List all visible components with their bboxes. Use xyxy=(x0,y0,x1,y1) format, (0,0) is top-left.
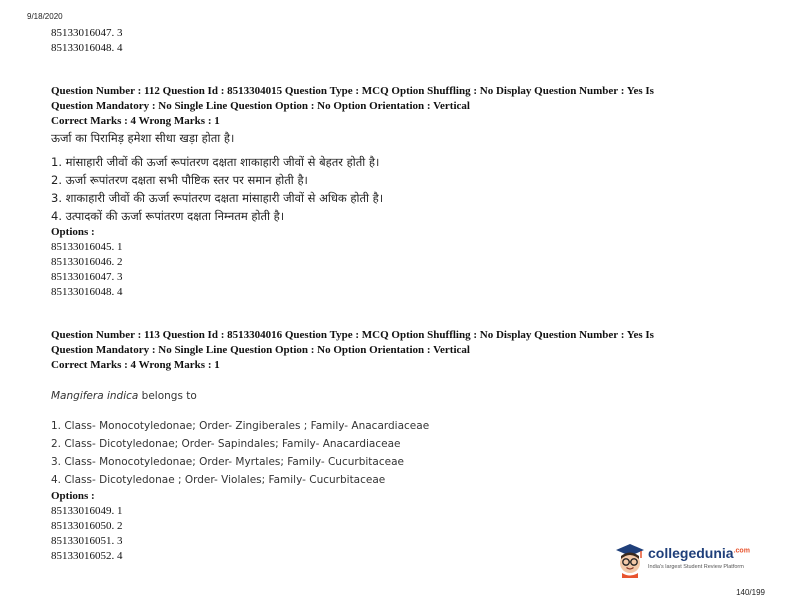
collegedunia-logo xyxy=(614,542,764,580)
choice-item: 4. उत्पादकों की ऊर्जा रूपांतरण दक्षता निम्नतम होती है। xyxy=(51,209,285,223)
option-line: 85133016052. 4 xyxy=(51,550,123,562)
option-line: 85133016051. 3 xyxy=(51,535,123,547)
logo-tagline: India's largest Student Review Platform xyxy=(648,564,744,570)
option-line: 85133016048. 4 xyxy=(51,42,123,54)
question-112 xyxy=(51,84,741,300)
choice-item: 3. Class- Monocotyledonae; Order- Myrtales; Family- Cucurbitaceae xyxy=(51,456,404,468)
option-line: 85133016048. 4 xyxy=(51,286,123,298)
options-label: Options : xyxy=(51,226,95,238)
choice-item: 3. शाकाहारी जीवों की ऊर्जा रूपांतरण दक्षता मांसाहारी जीवों से अधिक होती है। xyxy=(51,191,384,205)
logo-tld: .com xyxy=(733,547,750,555)
species-name: Mangifera indica xyxy=(51,390,139,402)
question-marks: Correct Marks : 4 Wrong Marks : 1 xyxy=(51,359,220,371)
choice-item: 1. Class- Monocotyledonae; Order- Zingiberales ; Family- Anacardiaceae xyxy=(51,420,430,432)
question-stem: ऊर्जा का पिरामिड़ हमेशा सीधा खड़ा होता है। xyxy=(51,131,235,145)
option-line: 85133016046. 2 xyxy=(51,256,123,268)
page-number: 140/199 xyxy=(736,588,765,597)
question-meta: Question Mandatory : No Single Line Question Option : No Option Orientation : Vertical xyxy=(51,344,470,356)
option-line: 85133016050. 2 xyxy=(51,520,123,532)
question-marks: Correct Marks : 4 Wrong Marks : 1 xyxy=(51,115,220,127)
page-content xyxy=(51,26,741,564)
choice-item: 1. मांसाहारी जीवों की ऊर्जा रूपांतरण दक्षता शाकाहारी जीवों से बेहतर होती है। xyxy=(51,155,380,169)
graduate-mascot-icon xyxy=(614,542,646,578)
option-line: 85133016049. 1 xyxy=(51,505,123,517)
question-stem xyxy=(51,387,741,405)
option-line: 85133016045. 1 xyxy=(51,241,123,253)
choice-item: 2. Class- Dicotyledonae; Order- Sapindales; Family- Anacardiaceae xyxy=(51,438,401,450)
question-meta: Question Number : 113 Question Id : 8513304016 Question Type : MCQ Option Shuffling : No Display Question Number : Yes Is xyxy=(51,329,654,341)
question-meta: Question Mandatory : No Single Line Question Option : No Option Orientation : Vertical xyxy=(51,100,470,112)
print-date: 9/18/2020 xyxy=(27,12,63,21)
previous-question-options xyxy=(51,26,741,56)
question-meta: Question Number : 112 Question Id : 8513304015 Question Type : MCQ Option Shuffling : No Display Question Number : Yes Is xyxy=(51,85,654,97)
option-line: 85133016047. 3 xyxy=(51,271,123,283)
question-113 xyxy=(51,328,741,564)
stem-text: belongs to xyxy=(138,390,197,402)
option-line: 85133016047. 3 xyxy=(51,27,123,39)
choice-item: 4. Class- Dicotyledonae ; Order- Violales; Family- Cucurbitaceae xyxy=(51,474,386,486)
options-label: Options : xyxy=(51,490,95,502)
logo-wordmark: collegedunia$^{.com}$ xyxy=(648,545,750,561)
choice-item: 2. ऊर्जा रूपांतरण दक्षता सभी पौष्टिक स्तर पर समान होती है। xyxy=(51,173,308,187)
